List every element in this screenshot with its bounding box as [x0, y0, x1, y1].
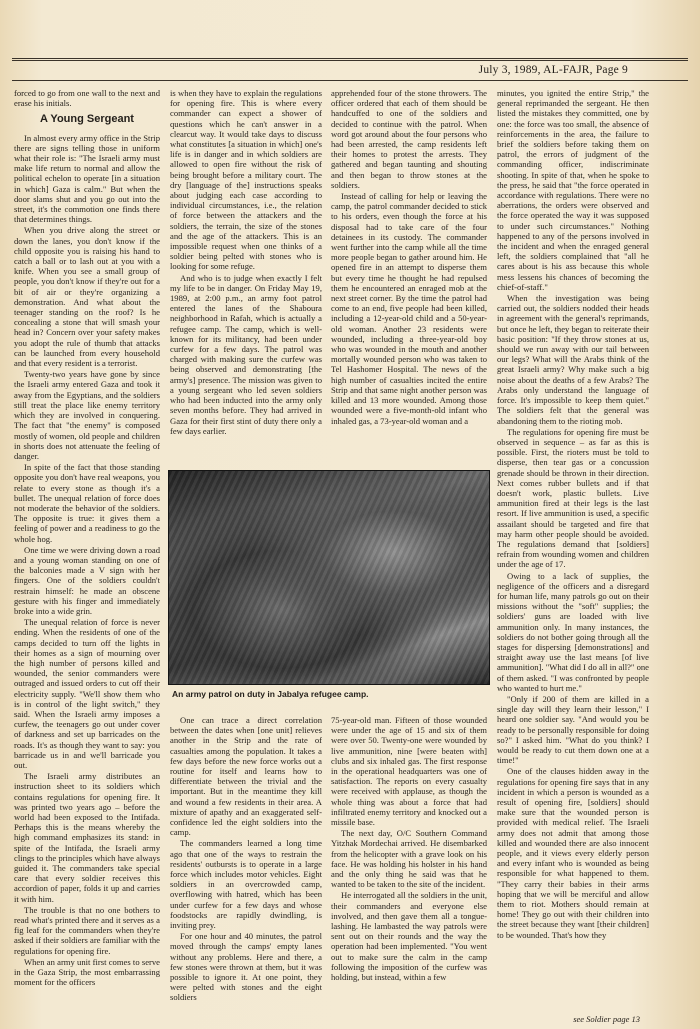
paragraph: Owing to a lack of supplies, the negligence of the officers and a disregard for human life, many patrols go out on their missions without the "soft" supplies; the soldiers' guns are loaded with live ammunition only. In many instances, the soldiers do not bother going through all the stages for dispersing [demonstrations] and straight away use the last means [of live ammunition]. "What did I do all in all?" one of them asked. "I was confronted by people who wanted to hurt me."	[497, 570, 649, 693]
paragraph: When an army unit first comes to serve in the Gaza Strip, the most embarrassing moment for the officers	[14, 956, 160, 988]
paragraph: One time we were driving down a road and a young woman standing on one of the balconies made a V sign with her fingers. One of the soldiers couldn't restrain himself: he made an obscene gesture with his finger and immediately broke into a wide grin.	[14, 544, 160, 616]
lead-paragraph: forced to go from one wall to the next and erase his initials.	[14, 88, 160, 109]
paragraph: When the investigation was being carried out, the soldiers nodded their heads in agreement with the general's reprimands, but once he left, they began to reiterate their basic position: "If they throw stones at us, should we run away with our tail between our legs? What will the Arabs think of the great Israeli army? Why make such a big noise about the deaths of a few Arabs? The Arabs only understand the language of force. It's impossible to keep them quiet." The soldiers felt that the general was abandoning them to the rioting mob.	[497, 293, 649, 426]
paragraph: Twenty-two years have gone by since the Israeli army entered Gaza and took it away from the Egyptians, and the soldiers still treat the place like enemy territory which they are involved in conquering. The fact that "the enemy" is composed mostly of women, old people and children in shorts does not attenuate the feeling of danger.	[14, 369, 160, 461]
paragraph: minutes, you ignited the entire Strip," the general reprimanded the sergeant. He then listed the mistakes they committed, one by one: the force was too small, the absence of reinforcements in the area, the failure to brief the soldiers before taking them on patrol, the errors of judgment of the commanding officer, indiscriminate shooting. In spite of that, when he spoke to the press, he said that "the force operated in accordance with regulations. There were no aberrations, the orders were observed and the force operated the way it was supposed to under such circumstances." Nothing happened to any of the persons involved in the incident and when the enraged general left, the soldiers complained that "all he cares about is his ass because this whole mess lessens his chances of becoming the chief-of-staff."	[497, 88, 649, 292]
paragraph: One can trace a direct correlation between the dates when [one unit] relieves another in the Strip and the rate of casualties among the population. It takes a few days before the new force works out a routine for itself and learns how to differentiate between the trivial and the important. But in the meantime they kill and wound a few residents in their area. A mixture of apathy and an exaggerated self-confidence led the eight soldiers into the camp.	[170, 715, 322, 838]
paragraph: He interrogated all the soldiers in the unit, their commanders and everyone else involved, and then gave them all a tongue-lashing. He lambasted the way patrols were sent out on their rounds and the way the operation had been implemented. "You went out to make sure the calm in the camp following the imposition of the curfew was holding, but instead, within a few	[331, 890, 487, 983]
paragraph: For one hour and 40 minutes, the patrol moved through the camps' empty lanes without any problems. Here and there, a few stones were thrown at them, but it was possible to ignore it. At one point, they were pelted with stones and the eight soldiers	[170, 931, 322, 1003]
column-4	[497, 88, 649, 1008]
paragraph: In almost every army office in the Strip there are signs telling those in uniform what their role is: "The Israeli army must make life return to normal and allow the political echelon to operate [in a situation in which] Gaza is calm." But when the door slams shut and you go out into the street, it's the commotion one finds there that determines things.	[14, 132, 160, 225]
paragraph: "Only if 200 of them are killed in a single day will they learn their lesson," I heard one soldier say. "And would you be ready to be personally responsible for doing so?" I asked him. "What do you think? I would be ready to cut them down one at a time!"	[497, 693, 649, 766]
header-rule	[12, 80, 688, 81]
paragraph: Instead of calling for help or leaving the camp, the patrol commander decided to stick to his orders, even though the force at his disposal had to take care of the four detainees in its custody. The commander went further into the camp while all the time more people began to gather around him. He opened fire in an attempt to disperse them but every time he thought he had repulsed them he encountered an enraged mob at the next street corner. By the time the patrol had come to an end, five people had been killed, including a 12-year-old child and a 50-year-old woman. Another 23 residents were wounded, including a three-year-old boy who was wounded in the mouth and another mortally wounded person who was taken to Tel Hashomer Hospital. The news of the high number of casualties incited the entire Strip and that same night another person was killed and 13 more wounded. Among those wounded were a five-month-old infant who inhaled gas, a 73-year-old woman and a	[331, 191, 487, 426]
paragraph: The commanders learned a long time ago that one of the ways to restrain the residents' outbursts is to operate in a large force which includes motor vehicles. Eight soldiers in an overcrowded camp, overflowing with hatred, which has been under curfew for a few days and whose foodstocks are rapidly dwindling, is inviting prey.	[170, 838, 322, 931]
continuation-note: see Soldier page 13	[573, 1014, 640, 1024]
paragraph: The unequal relation of force is never ending. When the residents of one of the camps decided to turn off the lights in their homes as a sign of mourning over the high number of persons killed and wounded, the senior commanders were outraged and issued orders to cut off their electricity supply. "We'll show them who is in control of the light switch," they said. When the Israeli army imposes a curfew, the teenagers go out under cover of darkness and set up barricades on the roads. It's as though they want to say: you barricade us in and we'll barricade you out.	[14, 617, 160, 770]
paragraph: When you drive along the street or down the lanes, you don't know if the child opposite you is raising his hand to catch a ball or to lash out at you with a knife. When you see a small group of people, you don't know if they're out for a bit of air or they're organizing a demonstration. And what about the teenager standing on the roof? Is he concealing a stone that will smash your head in? Concern over your safety makes you adopt the rule of thumb that attacks can be launched from every household and that every resident is a terrorist.	[14, 225, 160, 369]
paragraph: apprehended four of the stone throwers. The officer ordered that each of them should be handcuffed to one of the soldiers and decided to continue with the patrol. When word got around about the four persons who had been arrested, the camp residents left their homes to protest the arrests. They gathered and began taunting and shouting and then began to throw stones at the soldiers.	[331, 88, 487, 190]
column-3-bottom	[331, 715, 487, 1015]
patrol-photo	[168, 470, 490, 685]
paragraph: The regulations for opening fire must be observed in sequence – as far as this is possible. First, the rioters must be told to disperse, then tear gas or a concussion grenade should be thrown in their direction. Next comes rubber bullets and if that doesn't work, plastic bullets. Live ammunition fired at their legs is the last resort. If live ammunition is used, a specific assailant should be targeted and fire that may harm other people should be avoided. The regulations demand that [soldiers] refrain from wounding women and children under the age of 17.	[497, 426, 649, 570]
paragraph: 75-year-old man. Fifteen of those wounded were under the age of 15 and six of them were over 50. Twenty-one were wounded by live ammunition, nine [were beaten with] clubs and six inhaled gas. The first response in the operational headquarters was one of satisfaction. The reports on every casualty were received with applause, as though the whole thing was about a force that had infiltrated enemy territory and knocked out a missile base.	[331, 715, 487, 828]
section-heading: A Young Sergeant	[40, 113, 134, 126]
paragraph: is when they have to explain the regulations for opening fire. This is where every commander can expect a shower of questions which he can't answer in a clearcut way. It would take days to discuss what constitutes [a situation in which] one's life is in danger and in which soldiers are allowed to open fire without the risk of being brought before a military court. The dry [language of the] instructions speaks about judging each case according to individual circumstances, i.e., the relation of force between the attackers and the soldiers, the terrain, the size of the stones and the age of the attackers. This is an impossible request when one thinks of a soldier being pelted with stones who is looking for some refuge.	[170, 88, 322, 272]
paragraph: One of the clauses hidden away in the regulations for opening fire says that in any incident in which a person is wounded as a result of opening fire, [soldiers] should make sure that the wounded person is provided with medical relief. The Israeli army does not admit that among those killed and wounded there are also innocent people, and it views every elderly person and every infant who is wounded as being responsible for what happened to them. "They carry their babies in their arms hoping that we will be merciful and allow them to riot. Mothers should remain at home! They go out with their children into the street because they want [their children] to be wounded. That's how they	[497, 766, 649, 940]
top-rule	[12, 58, 688, 61]
paragraph: In spite of the fact that those standing opposite you don't have real weapons, you relate to every stone as though it's a bullet. The unequal relation of force does not moderate the behavior of the soldiers. The opposite is true: it gives them a feeling of power and a readiness to go the whole hog.	[14, 462, 160, 544]
paragraph: The next day, O/C Southern Command Yitzhak Mordechai arrived. He disembarked from the helicopter with a grave look on his face. He was holding his holster in his hand and the only thing he said was that he wanted to be taken to the site of the incident.	[331, 828, 487, 890]
photo-caption: An army patrol on duty in Jabalya refugee camp.	[172, 689, 369, 699]
paragraph: The Israeli army distributes an instruction sheet to its soldiers which contains regulations for opening fire. It was printed two years ago – before the world had been exposed to the Intifada. Perhaps this is the means whereby the high command emphasizes its stand: in spite of the Intifada, the Israeli army clings to the principles which have always guided it. The commanders take special care that every soldier receives this accordion of paper, folds it up and carries it with him.	[14, 771, 160, 904]
paragraph: The trouble is that no one bothers to read what's printed there and it serves as a fig leaf for the commanders when they're asked if their soldiers are familiar with the regulations for opening fire.	[14, 904, 160, 956]
page-dateline: July 3, 1989, AL-FAJR, Page 9	[478, 64, 628, 76]
column-2-bottom	[170, 715, 322, 1015]
column-1	[14, 88, 160, 1008]
paragraph: And who is to judge when exactly I felt my life to be in danger. On Friday May 19, 1989, at 2:00 p.m., an army foot patrol entered the lanes of the Shaboura neighborhood in Rafah, which is actually a refugee camp. The camp, which is well-known for its militancy, had been under curfew for a few days. The patrol was charged with making sure the curfew was being observed and demonstrating [the army's] presence. The mission was given to a young sergeant who led seven soldiers who had been inducted into the army only seven months before. They had arrived in Gaza for their first stint of duty there only a few days earlier.	[170, 272, 322, 436]
column-3-top	[331, 88, 487, 468]
column-2-top	[170, 88, 322, 468]
